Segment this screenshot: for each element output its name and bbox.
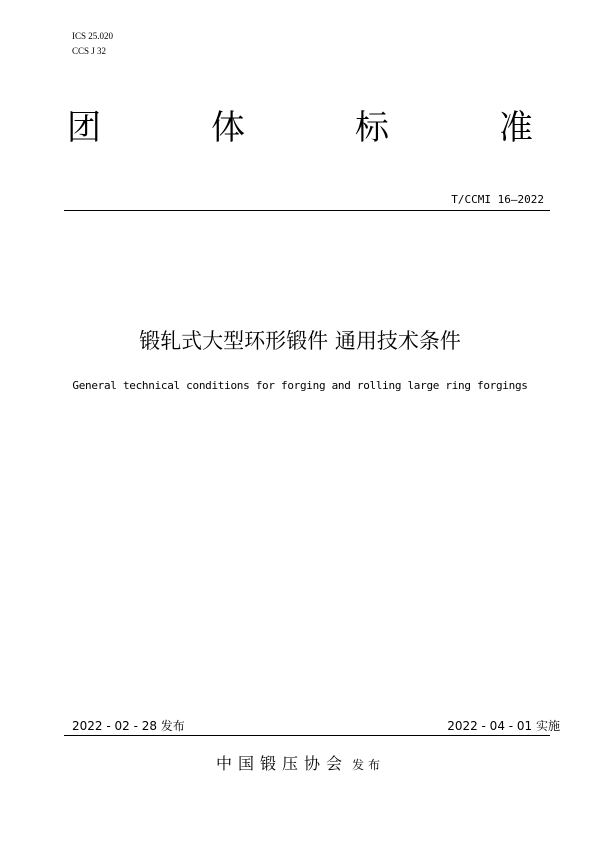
publisher-organization: 中国锻压协会 xyxy=(215,754,348,773)
document-title-chinese: 锻轧式大型环形锻件 通用技术条件 xyxy=(139,329,461,353)
ccs-code: CCS J 32 xyxy=(72,46,107,56)
classification-codes xyxy=(72,29,113,59)
standard-type-char: 准 xyxy=(499,107,533,148)
ics-code: ICS 25.020 xyxy=(72,31,114,41)
top-divider xyxy=(64,210,550,211)
standard-type-char: 体 xyxy=(211,107,245,148)
document-title-english: General technical conditions for forging and rolling large ring forgings xyxy=(72,379,528,392)
standard-type-heading xyxy=(60,98,540,150)
standard-type-char: 标 xyxy=(355,107,389,148)
publisher-line xyxy=(0,751,600,774)
standard-type-char: 团 xyxy=(67,107,101,148)
bottom-divider xyxy=(64,735,550,736)
publisher-action: 发布 xyxy=(352,758,385,772)
standard-number: T/CCMI 16—2022 xyxy=(451,193,544,206)
implementation-date: 2022 - 04 - 01 实施 xyxy=(447,719,560,733)
issue-date: 2022 - 02 - 28 发布 xyxy=(72,719,185,733)
